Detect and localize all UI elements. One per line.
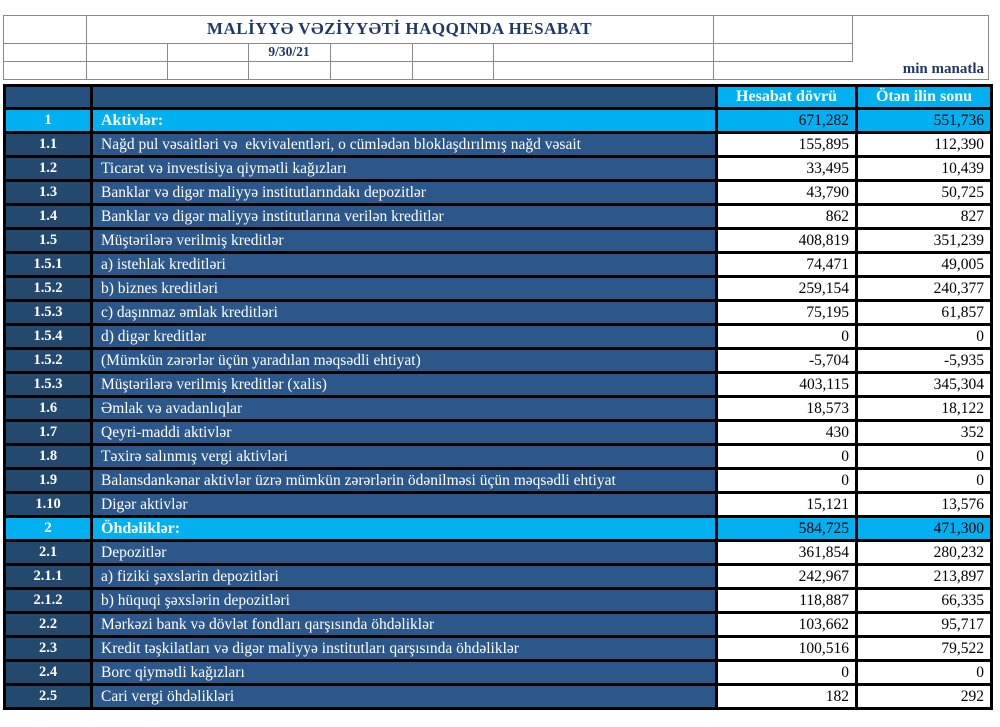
- value-reporting-period: 0: [717, 469, 857, 493]
- gridline: [167, 43, 168, 79]
- row-number-cell: 1.5.3: [5, 373, 92, 397]
- column-header-previous-year-end: Ötən ilin sonu: [857, 86, 992, 109]
- table-row: [5, 325, 992, 349]
- row-label-cell: c) daşınmaz əmlak kreditləri: [92, 301, 717, 325]
- value-previous-year-end: 345,304: [857, 373, 992, 397]
- value-previous-year-end: 49,005: [857, 253, 992, 277]
- value-previous-year-end: 79,522: [857, 637, 992, 661]
- table-row: [5, 685, 992, 709]
- value-previous-year-end: 61,857: [857, 301, 992, 325]
- value-previous-year-end: -5,935: [857, 349, 992, 373]
- value-reporting-period: 862: [717, 205, 857, 229]
- table-row: [5, 181, 992, 205]
- gridline: [852, 15, 853, 61]
- row-label-cell: Təxirə salınmış vergi aktivləri: [92, 445, 717, 469]
- row-label-cell: Banklar və digər maliyyə institutlarına verilən kreditlər: [92, 205, 717, 229]
- value-reporting-period: 0: [717, 661, 857, 685]
- row-number-cell: 1.3: [5, 181, 92, 205]
- value-reporting-period: 74,471: [717, 253, 857, 277]
- row-number-cell: 1.9: [5, 469, 92, 493]
- table-row: [5, 661, 992, 685]
- table-row: [5, 493, 992, 517]
- row-label-cell: Borc qiymətli kağızları: [92, 661, 717, 685]
- table-row: [5, 445, 992, 469]
- value-previous-year-end: 471,300: [857, 517, 992, 541]
- value-reporting-period: 155,895: [717, 133, 857, 157]
- table-row: [5, 397, 992, 421]
- value-previous-year-end: 0: [857, 325, 992, 349]
- table-body: [5, 109, 992, 709]
- value-reporting-period: 100,516: [717, 637, 857, 661]
- row-label-cell: Balansdankənar aktivlər üzrə mümkün zərərlərin ödənilməsi üçün məqsədli ehtiyat: [92, 469, 717, 493]
- row-label-cell: Aktivlər:: [92, 109, 717, 133]
- row-number-cell: 1.6: [5, 397, 92, 421]
- value-reporting-period: 242,967: [717, 565, 857, 589]
- value-reporting-period: 361,854: [717, 541, 857, 565]
- value-reporting-period: 15,121: [717, 493, 857, 517]
- row-number-cell: 1: [5, 109, 92, 133]
- row-label-cell: Qeyri-maddi aktivlər: [92, 421, 717, 445]
- row-label-cell: Depozitlər: [92, 541, 717, 565]
- value-previous-year-end: 10,439: [857, 157, 992, 181]
- table-row: [5, 205, 992, 229]
- row-number-cell: 1.10: [5, 493, 92, 517]
- row-number-cell: 1.5.2: [5, 349, 92, 373]
- table-row: [5, 589, 992, 613]
- value-previous-year-end: 13,576: [857, 493, 992, 517]
- value-reporting-period: 584,725: [717, 517, 857, 541]
- value-previous-year-end: 95,717: [857, 613, 992, 637]
- gridline: [3, 79, 989, 80]
- row-label-cell: Ticarət və investisiya qiymətli kağızları: [92, 157, 717, 181]
- row-number-cell: 2.1.1: [5, 565, 92, 589]
- value-reporting-period: 75,195: [717, 301, 857, 325]
- row-number-cell: 2.5: [5, 685, 92, 709]
- table-row: [5, 469, 992, 493]
- gridline: [988, 15, 989, 79]
- row-label-cell: a) istehlak kreditləri: [92, 253, 717, 277]
- value-reporting-period: 408,819: [717, 229, 857, 253]
- value-previous-year-end: 112,390: [857, 133, 992, 157]
- row-label-cell: Müştərilərə verilmiş kreditlər (xalis): [92, 373, 717, 397]
- gridline: [493, 43, 494, 79]
- unit-label: min manatla: [902, 61, 984, 77]
- header-label-cell: [92, 86, 717, 109]
- row-label-cell: Banklar və digər maliyyə institutlarındakı depozitlər: [92, 181, 717, 205]
- row-number-cell: 2.2: [5, 613, 92, 637]
- value-previous-year-end: 50,725: [857, 181, 992, 205]
- table-row: [5, 349, 992, 373]
- row-number-cell: 1.2: [5, 157, 92, 181]
- table-row: [5, 157, 992, 181]
- value-reporting-period: 103,662: [717, 613, 857, 637]
- row-number-cell: 2.1.2: [5, 589, 92, 613]
- row-label-cell: d) digər kreditlər: [92, 325, 717, 349]
- value-reporting-period: 259,154: [717, 277, 857, 301]
- value-reporting-period: 182: [717, 685, 857, 709]
- value-previous-year-end: 352: [857, 421, 992, 445]
- row-label-cell: b) hüquqi şəxslərin depozitləri: [92, 589, 717, 613]
- value-previous-year-end: 240,377: [857, 277, 992, 301]
- value-reporting-period: 0: [717, 445, 857, 469]
- value-reporting-period: 671,282: [717, 109, 857, 133]
- row-number-cell: 1.5.3: [5, 301, 92, 325]
- value-previous-year-end: 213,897: [857, 565, 992, 589]
- row-number-cell: 1.5.2: [5, 277, 92, 301]
- value-previous-year-end: 0: [857, 661, 992, 685]
- table-row: [5, 133, 992, 157]
- value-reporting-period: 43,790: [717, 181, 857, 205]
- row-label-cell: Mərkəzi bank və dövlət fondları qarşısında öhdəliklər: [92, 613, 717, 637]
- row-number-cell: 2: [5, 517, 92, 541]
- table-row: [5, 229, 992, 253]
- table-row: [5, 109, 992, 133]
- value-previous-year-end: 0: [857, 469, 992, 493]
- value-reporting-period: 33,495: [717, 157, 857, 181]
- row-number-cell: 1.5.4: [5, 325, 92, 349]
- row-label-cell: Cari vergi öhdəlikləri: [92, 685, 717, 709]
- gridline: [3, 43, 853, 44]
- table-row: [5, 421, 992, 445]
- table-row: [5, 517, 992, 541]
- statement-table: [3, 84, 993, 710]
- value-previous-year-end: 827: [857, 205, 992, 229]
- row-number-cell: 1.5.1: [5, 253, 92, 277]
- table-row: [5, 373, 992, 397]
- value-reporting-period: 18,573: [717, 397, 857, 421]
- row-label-cell: Əmlak və avadanlıqlar: [92, 397, 717, 421]
- row-number-cell: 1.7: [5, 421, 92, 445]
- row-label-cell: Kredit təşkilatları və digər maliyyə institutları qarşısında öhdəliklər: [92, 637, 717, 661]
- table-row: [5, 613, 992, 637]
- table-header-row: [5, 86, 992, 109]
- value-reporting-period: 118,887: [717, 589, 857, 613]
- value-previous-year-end: 551,736: [857, 109, 992, 133]
- value-reporting-period: 0: [717, 325, 857, 349]
- value-reporting-period: -5,704: [717, 349, 857, 373]
- report-title: MALİYYƏ VƏZİYYƏTİ HAQQINDA HESABAT: [206, 19, 593, 38]
- row-number-cell: 1.4: [5, 205, 92, 229]
- value-previous-year-end: 351,239: [857, 229, 992, 253]
- report-date: 9/30/21: [268, 44, 310, 59]
- row-number-cell: 1.8: [5, 445, 92, 469]
- header-number-cell: [5, 86, 92, 109]
- value-previous-year-end: 292: [857, 685, 992, 709]
- gridline: [3, 15, 4, 79]
- gridline: [330, 43, 331, 79]
- column-header-reporting-period: Hesabat dövrü: [717, 86, 857, 109]
- value-previous-year-end: 280,232: [857, 541, 992, 565]
- gridline: [412, 43, 413, 79]
- row-number-cell: 2.4: [5, 661, 92, 685]
- value-reporting-period: 403,115: [717, 373, 857, 397]
- row-label-cell: Müştərilərə verilmiş kreditlər: [92, 229, 717, 253]
- table-row: [5, 541, 992, 565]
- row-label-cell: Nağd pul vəsaitləri və ekvivalentləri, o cümlədən bloklaşdırılmış nağd vəsait: [92, 133, 717, 157]
- row-number-cell: 1.5: [5, 229, 92, 253]
- table-row: [5, 637, 992, 661]
- table-row: [5, 253, 992, 277]
- value-previous-year-end: 0: [857, 445, 992, 469]
- value-reporting-period: 430: [717, 421, 857, 445]
- table-row: [5, 301, 992, 325]
- table-row: [5, 565, 992, 589]
- value-previous-year-end: 18,122: [857, 397, 992, 421]
- row-number-cell: 2.3: [5, 637, 92, 661]
- row-number-cell: 2.1: [5, 541, 92, 565]
- row-label-cell: a) fiziki şəxslərin depozitləri: [92, 565, 717, 589]
- row-label-cell: Öhdəliklər:: [92, 517, 717, 541]
- row-label-cell: (Mümkün zərərlər üçün yaradılan məqsədli ehtiyat): [92, 349, 717, 373]
- row-number-cell: 1.1: [5, 133, 92, 157]
- value-previous-year-end: 66,335: [857, 589, 992, 613]
- row-label-cell: b) biznes kreditləri: [92, 277, 717, 301]
- table-row: [5, 277, 992, 301]
- row-label-cell: Digər aktivlər: [92, 493, 717, 517]
